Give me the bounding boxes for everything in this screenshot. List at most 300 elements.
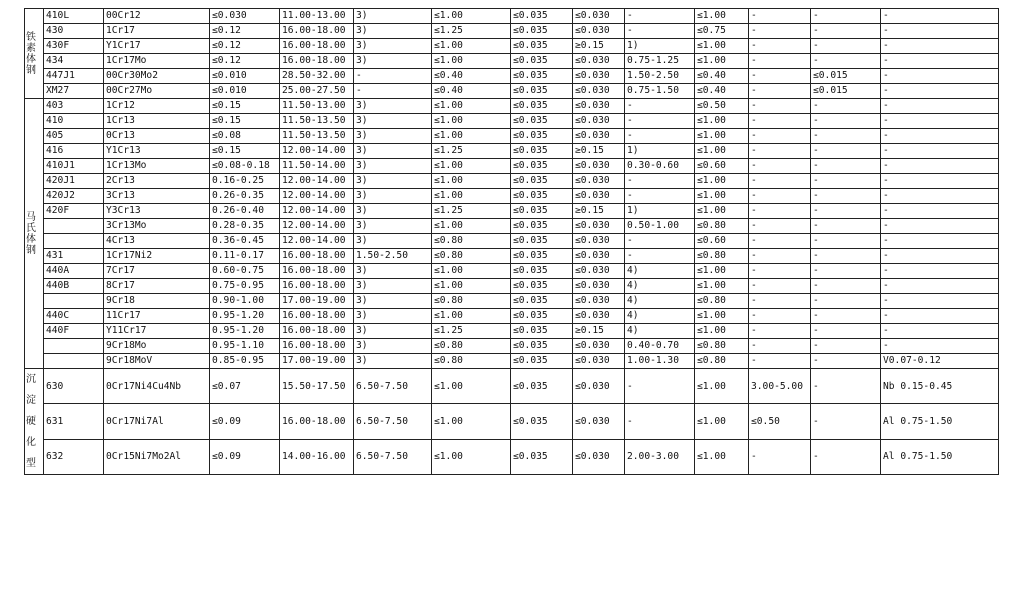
molybdenum-cell: 4) <box>625 294 695 309</box>
steel-grade-cell: 9Cr18Mo <box>104 339 210 354</box>
nickel-cell: 3) <box>354 9 432 24</box>
molybdenum-cell: 0.30-0.60 <box>625 159 695 174</box>
table-row <box>25 54 999 69</box>
sulfur-cell: ≤0.030 <box>573 279 625 294</box>
carbon-cell: ≤0.09 <box>210 404 280 439</box>
manganese-cell: ≤1.00 <box>695 129 749 144</box>
table-row <box>25 249 999 264</box>
chromium-cell: 12.00-14.00 <box>280 204 354 219</box>
grade-code-cell: 430 <box>44 24 104 39</box>
silicon-cell: ≤1.00 <box>432 219 511 234</box>
phosphorus-cell: ≤0.035 <box>511 54 573 69</box>
copper-cell: - <box>749 439 811 474</box>
chromium-cell: 16.00-18.00 <box>280 339 354 354</box>
grade-code-cell: 440B <box>44 279 104 294</box>
nickel-cell: 3) <box>354 354 432 369</box>
copper-cell: - <box>749 204 811 219</box>
manganese-cell: ≤1.00 <box>695 189 749 204</box>
copper-cell: - <box>749 324 811 339</box>
nickel-cell: 3) <box>354 144 432 159</box>
manganese-cell: ≤1.00 <box>695 174 749 189</box>
other-elements-cell: - <box>881 54 999 69</box>
phosphorus-cell: ≤0.035 <box>511 369 573 404</box>
table-row <box>25 69 999 84</box>
chromium-cell: 16.00-18.00 <box>280 264 354 279</box>
carbon-cell: 0.85-0.95 <box>210 354 280 369</box>
manganese-cell: ≤0.80 <box>695 219 749 234</box>
other-elements-cell: - <box>881 279 999 294</box>
grade-code-cell: 420J1 <box>44 174 104 189</box>
nickel-cell: 6.50-7.50 <box>354 369 432 404</box>
nickel-cell: 3) <box>354 129 432 144</box>
grade-code-cell: 431 <box>44 249 104 264</box>
other-elements-cell: - <box>881 99 999 114</box>
sulfur-cell: ≤0.030 <box>573 99 625 114</box>
table-row <box>25 129 999 144</box>
sulfur-cell: ≤0.030 <box>573 69 625 84</box>
molybdenum-cell: - <box>625 234 695 249</box>
nickel-cell: 6.50-7.50 <box>354 439 432 474</box>
phosphorus-cell: ≤0.035 <box>511 339 573 354</box>
molybdenum-cell: 4) <box>625 324 695 339</box>
nitrogen-cell: - <box>811 39 881 54</box>
chromium-cell: 25.00-27.50 <box>280 84 354 99</box>
table-row <box>25 339 999 354</box>
nickel-cell: 3) <box>354 99 432 114</box>
carbon-cell: 0.36-0.45 <box>210 234 280 249</box>
other-elements-cell: - <box>881 324 999 339</box>
nitrogen-cell: - <box>811 189 881 204</box>
nitrogen-cell: - <box>811 249 881 264</box>
phosphorus-cell: ≤0.035 <box>511 84 573 99</box>
molybdenum-cell: - <box>625 404 695 439</box>
molybdenum-cell: - <box>625 369 695 404</box>
nitrogen-cell: - <box>811 439 881 474</box>
manganese-cell: ≤1.00 <box>695 404 749 439</box>
carbon-cell: ≤0.08 <box>210 129 280 144</box>
molybdenum-cell: 1) <box>625 39 695 54</box>
molybdenum-cell: 4) <box>625 309 695 324</box>
nickel-cell: 3) <box>354 204 432 219</box>
table-row <box>25 189 999 204</box>
nitrogen-cell: - <box>811 354 881 369</box>
silicon-cell: ≤1.25 <box>432 204 511 219</box>
manganese-cell: ≤0.80 <box>695 249 749 264</box>
other-elements-cell: - <box>881 159 999 174</box>
other-elements-cell: - <box>881 144 999 159</box>
carbon-cell: ≤0.08-0.18 <box>210 159 280 174</box>
steel-grade-cell: 1Cr13 <box>104 114 210 129</box>
chromium-cell: 11.50-13.00 <box>280 99 354 114</box>
silicon-cell: ≤1.00 <box>432 9 511 24</box>
chromium-cell: 12.00-14.00 <box>280 219 354 234</box>
molybdenum-cell: 2.00-3.00 <box>625 439 695 474</box>
molybdenum-cell: 0.75-1.50 <box>625 84 695 99</box>
phosphorus-cell: ≤0.035 <box>511 264 573 279</box>
sulfur-cell: ≤0.030 <box>573 114 625 129</box>
manganese-cell: ≤1.00 <box>695 39 749 54</box>
molybdenum-cell: 1) <box>625 204 695 219</box>
carbon-cell: 0.60-0.75 <box>210 264 280 279</box>
other-elements-cell: - <box>881 39 999 54</box>
steel-grade-cell: 0Cr17Ni7Al <box>104 404 210 439</box>
grade-code-cell: 440F <box>44 324 104 339</box>
carbon-cell: ≤0.12 <box>210 24 280 39</box>
phosphorus-cell: ≤0.035 <box>511 144 573 159</box>
steel-grade-cell: 2Cr13 <box>104 174 210 189</box>
other-elements-cell: - <box>881 174 999 189</box>
table-row <box>25 354 999 369</box>
molybdenum-cell: - <box>625 99 695 114</box>
phosphorus-cell: ≤0.035 <box>511 39 573 54</box>
silicon-cell: ≤1.00 <box>432 309 511 324</box>
silicon-cell: ≤1.00 <box>432 39 511 54</box>
carbon-cell: ≤0.07 <box>210 369 280 404</box>
copper-cell: - <box>749 159 811 174</box>
table-row <box>25 9 999 24</box>
copper-cell: - <box>749 279 811 294</box>
table-row <box>25 369 999 404</box>
carbon-cell: ≤0.15 <box>210 99 280 114</box>
steel-grade-cell: 9Cr18MoV <box>104 354 210 369</box>
copper-cell: - <box>749 249 811 264</box>
carbon-cell: 0.90-1.00 <box>210 294 280 309</box>
molybdenum-cell: 4) <box>625 264 695 279</box>
silicon-cell: ≤0.40 <box>432 69 511 84</box>
silicon-cell: ≤1.00 <box>432 54 511 69</box>
copper-cell: - <box>749 144 811 159</box>
carbon-cell: ≤0.15 <box>210 144 280 159</box>
molybdenum-cell: 0.50-1.00 <box>625 219 695 234</box>
sulfur-cell: ≥0.15 <box>573 39 625 54</box>
sulfur-cell: ≥0.15 <box>573 144 625 159</box>
copper-cell: - <box>749 189 811 204</box>
sulfur-cell: ≤0.030 <box>573 189 625 204</box>
nickel-cell: 3) <box>354 174 432 189</box>
nickel-cell: 3) <box>354 219 432 234</box>
manganese-cell: ≤1.00 <box>695 439 749 474</box>
grade-code-cell: 434 <box>44 54 104 69</box>
table-row <box>25 39 999 54</box>
copper-cell: - <box>749 354 811 369</box>
sulfur-cell: ≤0.030 <box>573 264 625 279</box>
manganese-cell: ≤1.00 <box>695 144 749 159</box>
chromium-cell: 17.00-19.00 <box>280 354 354 369</box>
chromium-cell: 16.00-18.00 <box>280 54 354 69</box>
copper-cell: - <box>749 309 811 324</box>
sulfur-cell: ≤0.030 <box>573 174 625 189</box>
steel-composition-table <box>24 8 999 475</box>
other-elements-cell: - <box>881 9 999 24</box>
nitrogen-cell: - <box>811 159 881 174</box>
nitrogen-cell: - <box>811 219 881 234</box>
chromium-cell: 12.00-14.00 <box>280 189 354 204</box>
copper-cell: - <box>749 84 811 99</box>
carbon-cell: ≤0.09 <box>210 439 280 474</box>
nickel-cell: 3) <box>354 159 432 174</box>
phosphorus-cell: ≤0.035 <box>511 159 573 174</box>
silicon-cell: ≤0.80 <box>432 354 511 369</box>
nickel-cell: - <box>354 84 432 99</box>
sulfur-cell: ≥0.15 <box>573 324 625 339</box>
chromium-cell: 12.00-14.00 <box>280 144 354 159</box>
other-elements-cell: - <box>881 339 999 354</box>
manganese-cell: ≤0.40 <box>695 84 749 99</box>
steel-grade-cell: 1Cr17Ni2 <box>104 249 210 264</box>
carbon-cell: 0.16-0.25 <box>210 174 280 189</box>
grade-code-cell: 430F <box>44 39 104 54</box>
silicon-cell: ≤1.00 <box>432 114 511 129</box>
chromium-cell: 11.50-13.50 <box>280 129 354 144</box>
grade-code-cell: 410L <box>44 9 104 24</box>
steel-grade-cell: Y3Cr13 <box>104 204 210 219</box>
nitrogen-cell: - <box>811 174 881 189</box>
silicon-cell: ≤1.00 <box>432 279 511 294</box>
other-elements-cell: - <box>881 234 999 249</box>
chromium-cell: 28.50-32.00 <box>280 69 354 84</box>
sulfur-cell: ≤0.030 <box>573 54 625 69</box>
sulfur-cell: ≤0.030 <box>573 234 625 249</box>
copper-cell: - <box>749 9 811 24</box>
carbon-cell: 0.11-0.17 <box>210 249 280 264</box>
phosphorus-cell: ≤0.035 <box>511 24 573 39</box>
steel-grade-cell: 00Cr30Mo2 <box>104 69 210 84</box>
sulfur-cell: ≤0.030 <box>573 339 625 354</box>
steel-grade-cell: 1Cr12 <box>104 99 210 114</box>
copper-cell: - <box>749 219 811 234</box>
sulfur-cell: ≤0.030 <box>573 294 625 309</box>
manganese-cell: ≤1.00 <box>695 324 749 339</box>
nitrogen-cell: - <box>811 324 881 339</box>
silicon-cell: ≤1.00 <box>432 264 511 279</box>
molybdenum-cell: - <box>625 174 695 189</box>
nitrogen-cell: - <box>811 294 881 309</box>
grade-code-cell: 630 <box>44 369 104 404</box>
silicon-cell: ≤1.00 <box>432 439 511 474</box>
manganese-cell: ≤1.00 <box>695 54 749 69</box>
molybdenum-cell: - <box>625 189 695 204</box>
table-row <box>25 324 999 339</box>
table-row <box>25 174 999 189</box>
chromium-cell: 16.00-18.00 <box>280 404 354 439</box>
phosphorus-cell: ≤0.035 <box>511 129 573 144</box>
nickel-cell: 3) <box>354 279 432 294</box>
nitrogen-cell: - <box>811 279 881 294</box>
chromium-cell: 17.00-19.00 <box>280 294 354 309</box>
copper-cell: - <box>749 339 811 354</box>
phosphorus-cell: ≤0.035 <box>511 279 573 294</box>
nickel-cell: 3) <box>354 294 432 309</box>
manganese-cell: ≤1.00 <box>695 309 749 324</box>
silicon-cell: ≤1.00 <box>432 159 511 174</box>
grade-code-cell: 410J1 <box>44 159 104 174</box>
sulfur-cell: ≤0.030 <box>573 354 625 369</box>
phosphorus-cell: ≤0.035 <box>511 404 573 439</box>
table-row <box>25 404 999 439</box>
nickel-cell: 3) <box>354 234 432 249</box>
steel-grade-cell: 00Cr27Mo <box>104 84 210 99</box>
steel-grade-cell: 0Cr17Ni4Cu4Nb <box>104 369 210 404</box>
nitrogen-cell: - <box>811 129 881 144</box>
chromium-cell: 16.00-18.00 <box>280 24 354 39</box>
sulfur-cell: ≤0.030 <box>573 439 625 474</box>
nitrogen-cell: - <box>811 24 881 39</box>
manganese-cell: ≤0.60 <box>695 159 749 174</box>
other-elements-cell: - <box>881 69 999 84</box>
sulfur-cell: ≥0.15 <box>573 204 625 219</box>
steel-type-label: 沉淀硬化型 <box>25 369 44 475</box>
sulfur-cell: ≤0.030 <box>573 9 625 24</box>
nitrogen-cell: ≤0.015 <box>811 69 881 84</box>
sulfur-cell: ≤0.030 <box>573 24 625 39</box>
steel-grade-cell: 1Cr17 <box>104 24 210 39</box>
grade-code-cell <box>44 354 104 369</box>
grade-code-cell: 420F <box>44 204 104 219</box>
grade-code-cell: 632 <box>44 439 104 474</box>
silicon-cell: ≤1.25 <box>432 144 511 159</box>
nitrogen-cell: - <box>811 264 881 279</box>
phosphorus-cell: ≤0.035 <box>511 99 573 114</box>
silicon-cell: ≤0.80 <box>432 234 511 249</box>
silicon-cell: ≤1.00 <box>432 189 511 204</box>
carbon-cell: 0.28-0.35 <box>210 219 280 234</box>
nickel-cell: 3) <box>354 324 432 339</box>
phosphorus-cell: ≤0.035 <box>511 294 573 309</box>
chromium-cell: 11.50-14.00 <box>280 159 354 174</box>
other-elements-cell: - <box>881 129 999 144</box>
sulfur-cell: ≤0.030 <box>573 129 625 144</box>
molybdenum-cell: 1) <box>625 144 695 159</box>
chromium-cell: 12.00-14.00 <box>280 234 354 249</box>
sulfur-cell: ≤0.030 <box>573 219 625 234</box>
nitrogen-cell: - <box>811 54 881 69</box>
chromium-cell: 15.50-17.50 <box>280 369 354 404</box>
chromium-cell: 11.00-13.00 <box>280 9 354 24</box>
phosphorus-cell: ≤0.035 <box>511 234 573 249</box>
other-elements-cell: Al 0.75-1.50 <box>881 404 999 439</box>
steel-type-label: 马氏体钢 <box>25 99 44 369</box>
phosphorus-cell: ≤0.035 <box>511 189 573 204</box>
phosphorus-cell: ≤0.035 <box>511 219 573 234</box>
phosphorus-cell: ≤0.035 <box>511 204 573 219</box>
manganese-cell: ≤0.80 <box>695 354 749 369</box>
carbon-cell: ≤0.12 <box>210 54 280 69</box>
table-row <box>25 439 999 474</box>
nickel-cell: 3) <box>354 339 432 354</box>
steel-grade-cell: 4Cr13 <box>104 234 210 249</box>
phosphorus-cell: ≤0.035 <box>511 9 573 24</box>
copper-cell: 3.00-5.00 <box>749 369 811 404</box>
phosphorus-cell: ≤0.035 <box>511 354 573 369</box>
manganese-cell: ≤0.40 <box>695 69 749 84</box>
nickel-cell: 3) <box>354 264 432 279</box>
other-elements-cell: - <box>881 294 999 309</box>
manganese-cell: ≤0.80 <box>695 294 749 309</box>
nitrogen-cell: - <box>811 234 881 249</box>
steel-grade-cell: 3Cr13Mo <box>104 219 210 234</box>
table-row <box>25 114 999 129</box>
other-elements-cell: - <box>881 114 999 129</box>
nitrogen-cell: - <box>811 309 881 324</box>
grade-code-cell: 440A <box>44 264 104 279</box>
phosphorus-cell: ≤0.035 <box>511 69 573 84</box>
phosphorus-cell: ≤0.035 <box>511 174 573 189</box>
grade-code-cell: 420J2 <box>44 189 104 204</box>
grade-code-cell: 440C <box>44 309 104 324</box>
grade-code-cell: XM27 <box>44 84 104 99</box>
table-row <box>25 144 999 159</box>
molybdenum-cell: - <box>625 9 695 24</box>
chromium-cell: 16.00-18.00 <box>280 309 354 324</box>
steel-grade-cell: 00Cr12 <box>104 9 210 24</box>
molybdenum-cell: - <box>625 129 695 144</box>
carbon-cell: ≤0.010 <box>210 69 280 84</box>
nickel-cell: 1.50-2.50 <box>354 249 432 264</box>
carbon-cell: 0.95-1.20 <box>210 309 280 324</box>
carbon-cell: ≤0.030 <box>210 9 280 24</box>
phosphorus-cell: ≤0.035 <box>511 324 573 339</box>
nitrogen-cell: - <box>811 369 881 404</box>
silicon-cell: ≤1.00 <box>432 129 511 144</box>
silicon-cell: ≤0.40 <box>432 84 511 99</box>
copper-cell: - <box>749 114 811 129</box>
grade-code-cell: 416 <box>44 144 104 159</box>
grade-code-cell <box>44 219 104 234</box>
other-elements-cell: - <box>881 309 999 324</box>
nitrogen-cell: - <box>811 204 881 219</box>
nickel-cell: 3) <box>354 24 432 39</box>
copper-cell: - <box>749 264 811 279</box>
carbon-cell: 0.95-1.10 <box>210 339 280 354</box>
other-elements-cell: Al 0.75-1.50 <box>881 439 999 474</box>
manganese-cell: ≤1.00 <box>695 369 749 404</box>
table-row <box>25 219 999 234</box>
sulfur-cell: ≤0.030 <box>573 159 625 174</box>
molybdenum-cell: 4) <box>625 279 695 294</box>
molybdenum-cell: 0.75-1.25 <box>625 54 695 69</box>
grade-code-cell: 403 <box>44 99 104 114</box>
grade-code-cell: 405 <box>44 129 104 144</box>
nitrogen-cell: - <box>811 99 881 114</box>
chromium-cell: 16.00-18.00 <box>280 249 354 264</box>
nickel-cell: 3) <box>354 39 432 54</box>
carbon-cell: 0.95-1.20 <box>210 324 280 339</box>
copper-cell: - <box>749 69 811 84</box>
grade-code-cell <box>44 234 104 249</box>
table-row <box>25 309 999 324</box>
manganese-cell: ≤1.00 <box>695 264 749 279</box>
silicon-cell: ≤0.80 <box>432 339 511 354</box>
other-elements-cell: V0.07-0.12 <box>881 354 999 369</box>
manganese-cell: ≤0.80 <box>695 339 749 354</box>
silicon-cell: ≤0.80 <box>432 294 511 309</box>
carbon-cell: 0.26-0.40 <box>210 204 280 219</box>
sulfur-cell: ≤0.030 <box>573 369 625 404</box>
phosphorus-cell: ≤0.035 <box>511 249 573 264</box>
nickel-cell: 3) <box>354 189 432 204</box>
steel-grade-cell: 9Cr18 <box>104 294 210 309</box>
manganese-cell: ≤1.00 <box>695 9 749 24</box>
grade-code-cell <box>44 339 104 354</box>
molybdenum-cell: - <box>625 24 695 39</box>
sulfur-cell: ≤0.030 <box>573 249 625 264</box>
carbon-cell: ≤0.12 <box>210 39 280 54</box>
copper-cell: - <box>749 174 811 189</box>
nickel-cell: 3) <box>354 309 432 324</box>
nitrogen-cell: - <box>811 114 881 129</box>
copper-cell: - <box>749 39 811 54</box>
nickel-cell: - <box>354 69 432 84</box>
